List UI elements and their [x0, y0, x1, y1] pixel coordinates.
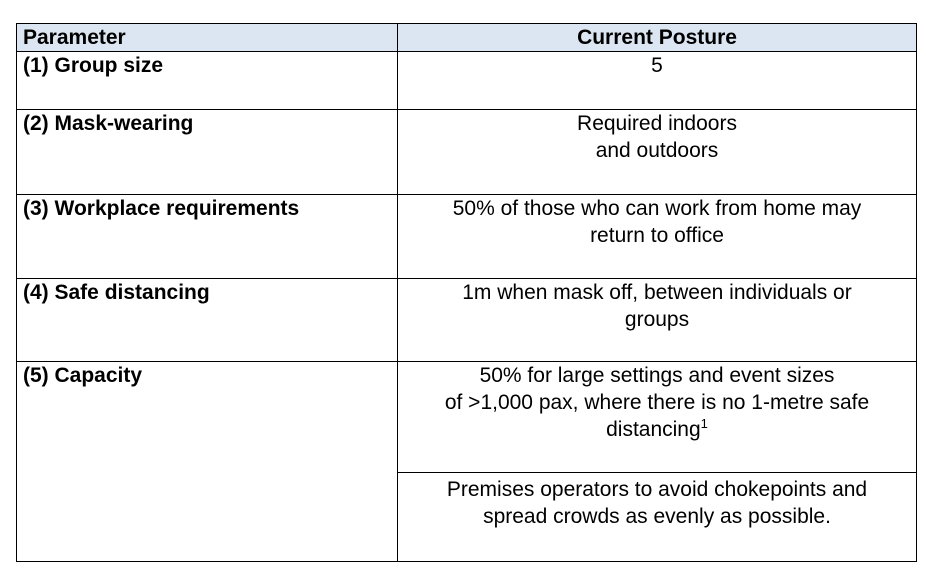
posture-line: 5 — [651, 54, 663, 77]
posture-line: 50% for large settings and event sizes — [479, 364, 835, 387]
header-row — [17, 24, 917, 52]
parameter-cell: (5) Capacity — [17, 362, 398, 562]
posture-cell — [398, 362, 917, 473]
posture-line: Premises operators to avoid chokepoints and — [446, 478, 868, 501]
posture-line: of >1,000 pax, where there is no 1-metre safe — [444, 391, 870, 414]
footnote-marker: 1 — [700, 416, 708, 431]
posture-line: groups — [624, 308, 690, 331]
posture-cell — [398, 279, 917, 362]
posture-cell — [398, 110, 917, 195]
posture-line: spread crowds as evenly as possible. — [483, 505, 831, 528]
header-parameter: Parameter — [17, 24, 398, 52]
posture-line: 50% of those who can work from home may — [452, 197, 862, 220]
posture-line: and outdoors — [595, 139, 719, 162]
parameter-cell: (1) Group size — [17, 52, 398, 110]
table-row — [17, 195, 917, 279]
posture-line: Required indoors — [577, 112, 737, 135]
parameter-cell: (4) Safe distancing — [17, 279, 398, 362]
posture-line: return to office — [590, 224, 724, 247]
posture-line-text: distancing — [606, 418, 701, 441]
posture-line: 1m when mask off, between individuals or — [462, 281, 852, 304]
header-current-posture: Current Posture — [398, 24, 917, 52]
table-row — [17, 52, 917, 110]
table-row — [17, 110, 917, 195]
parameter-cell: (3) Workplace requirements — [17, 195, 398, 279]
parameter-cell: (2) Mask-wearing — [17, 110, 398, 195]
posture-cell — [398, 195, 917, 279]
posture-cell — [398, 473, 917, 562]
posture-table — [16, 23, 917, 562]
posture-cell — [398, 52, 917, 110]
posture-line — [404, 416, 910, 443]
table-row — [17, 279, 917, 362]
table-row — [17, 362, 917, 473]
